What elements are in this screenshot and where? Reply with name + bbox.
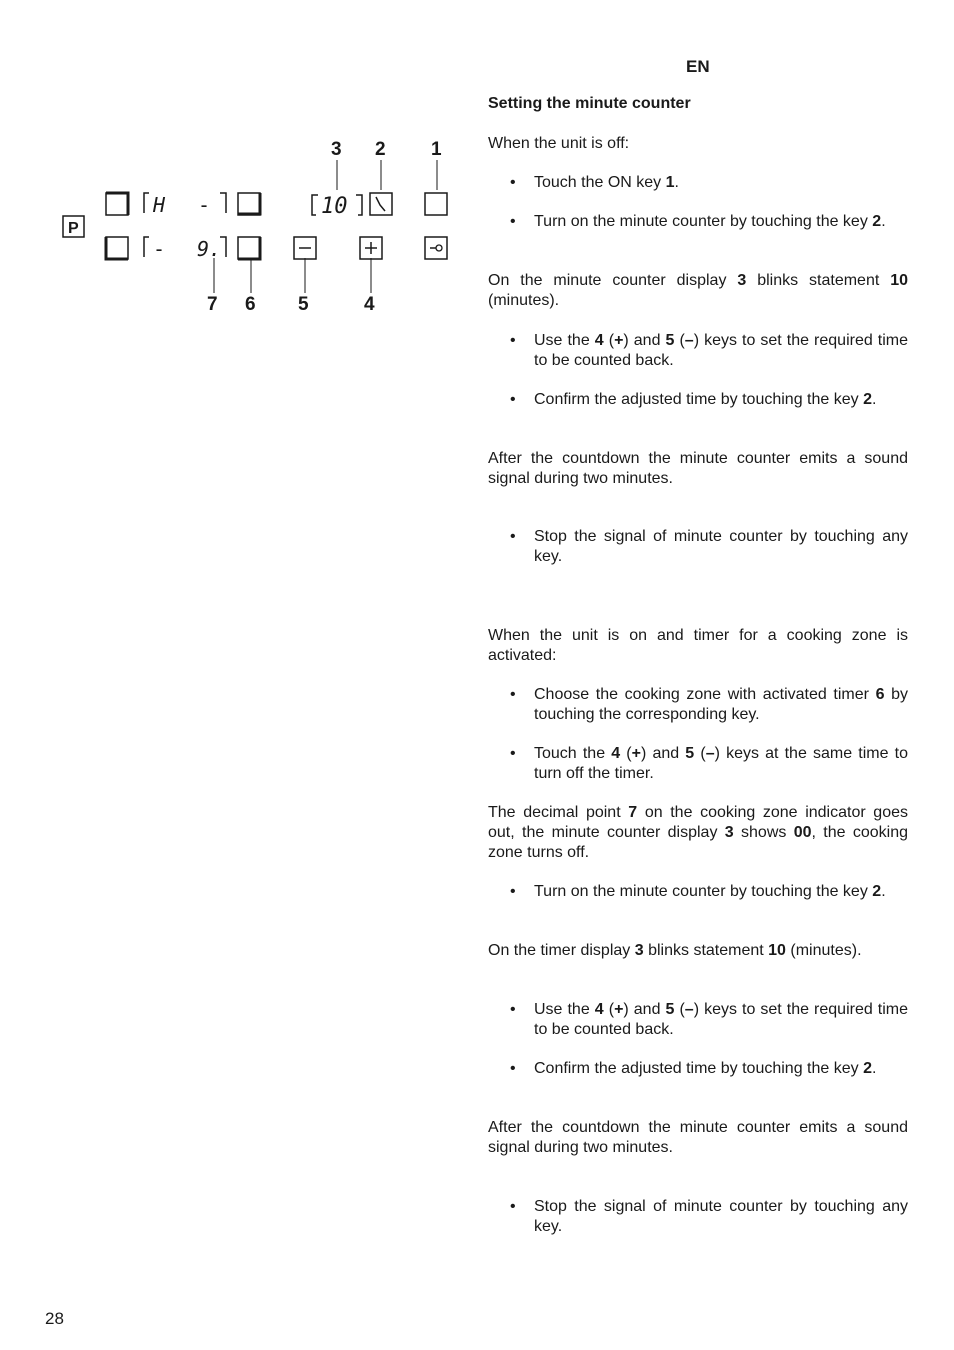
bracket-left-row1 [144, 193, 149, 213]
timer-bracket-left [312, 195, 318, 215]
display-bottom-right-level: 9. [197, 237, 222, 261]
zone-key-bottom-left-mark [106, 237, 128, 259]
bullet-choose-zone: • Choose the cooking zone with activated timer 6 by touching the corresponding key. [510, 686, 908, 723]
on-key[interactable] [425, 193, 447, 215]
timer-key[interactable] [370, 193, 392, 215]
bullet-confirm-time-2: • Confirm the adjusted time by touching the key 2. [510, 1060, 877, 1077]
bullet-turn-on-counter: • Turn on the minute counter by touching the key 2. [510, 213, 886, 230]
callout-1: 1 [431, 139, 442, 160]
callout-4: 4 [364, 294, 375, 315]
zone-key-bottom-right[interactable] [238, 237, 260, 259]
zone-key-bottom-right-mark [238, 237, 260, 259]
zone-key-top-left[interactable] [106, 193, 128, 215]
language-code: EN [686, 57, 710, 76]
bullet-use-keys-2: • Use the 4 (+) and 5 (–) keys to set the required time to be counted back. [510, 1001, 909, 1038]
page-number: 28 [45, 1309, 64, 1328]
paragraph-decimal-point: The decimal point 7 on the cooking zone indicator goes out, the minute counter display 3 shows 00, the cooking zone turns off. [488, 804, 908, 861]
callout-2: 2 [375, 139, 386, 160]
callout-3: 3 [331, 139, 342, 160]
p-key[interactable] [63, 216, 84, 237]
control-panel-diagram [0, 0, 480, 330]
p-key-label: P [68, 220, 79, 237]
zone-key-top-right-mark [238, 193, 260, 214]
plus-icon [365, 242, 377, 254]
callout-6: 6 [245, 294, 256, 315]
bullet-turn-off-timer: • Touch the 4 (+) and 5 (–) keys at the same time to turn off the timer. [510, 745, 908, 782]
bullet-touch-on: • Touch the ON key 1. [510, 174, 679, 191]
bracket-right-row1 [220, 193, 226, 213]
bullet-turn-on-counter-2: • Turn on the minute counter by touching the key 2. [510, 883, 886, 900]
bullet-stop-signal-2: • Stop the signal of minute counter by touching any key. [510, 1198, 908, 1235]
key-lock-icon [430, 245, 442, 251]
paragraph-display-blinks: On the minute counter display 3 blinks statement 10 (minutes). [488, 272, 908, 309]
clock-icon [376, 197, 385, 211]
bullet-use-keys: • Use the 4 (+) and 5 (–) keys to set the required time to be counted back. [510, 332, 909, 369]
display-top-left-level: H [153, 193, 166, 217]
callout-leaders [214, 160, 437, 293]
paragraph-unit-on: When the unit is on and timer for a cooking zone is activated: [488, 627, 908, 664]
paragraph-countdown-signal: After the countdown the minute counter emits a sound signal during two minutes. [488, 450, 908, 487]
section-title: Setting the minute counter [488, 95, 691, 112]
timer-bracket-right [356, 195, 362, 215]
timer-display: 10 [321, 194, 348, 219]
display-top-right-level: - [198, 193, 211, 217]
bullet-stop-signal: • Stop the signal of minute counter by touching any key. [510, 528, 908, 565]
paragraph-timer-display-blinks: On the timer display 3 blinks statement 10 (minutes). [488, 942, 862, 959]
paragraph-countdown-signal-2: After the countdown the minute counter emits a sound signal during two minutes. [488, 1119, 908, 1156]
callout-5: 5 [298, 294, 309, 315]
paragraph-unit-off: When the unit is off: [488, 135, 630, 152]
display-bottom-left-level: - [153, 237, 166, 261]
callout-7: 7 [207, 294, 218, 315]
bullet-confirm-time: • Confirm the adjusted time by touching the key 2. [510, 391, 877, 408]
zone-key-top-left-mark [106, 193, 128, 215]
bracket-left-row2 [144, 237, 149, 257]
zone-key-bottom-left[interactable] [106, 237, 128, 259]
zone-key-top-right[interactable] [238, 193, 260, 215]
